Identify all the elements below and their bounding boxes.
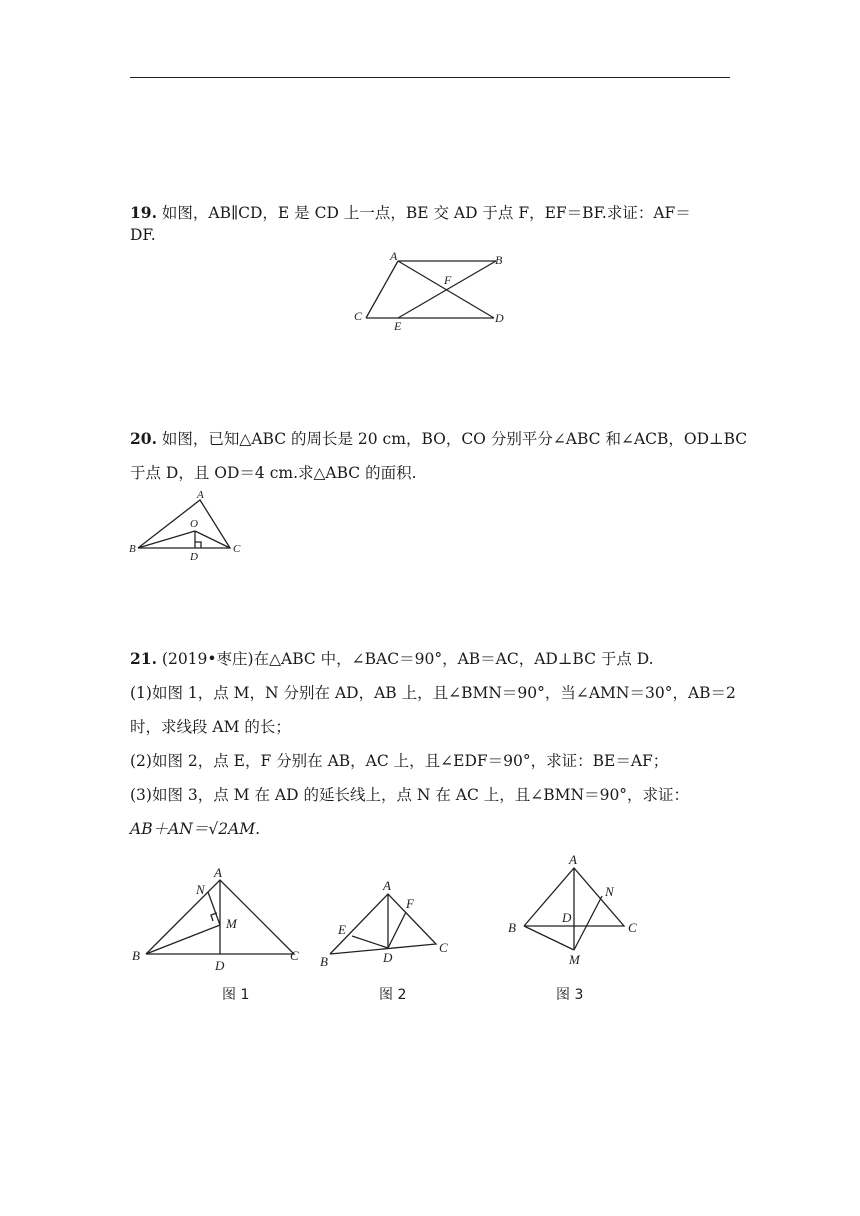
q21-line5: (3)如图 3，点 M 在 AD 的延长线上，点 N 在 AC 上，且∠BMN＝90°，求证： xyxy=(130,786,690,804)
segment-mn xyxy=(574,896,602,950)
segment-bm xyxy=(524,926,574,950)
segment-df xyxy=(388,912,406,948)
q21-line6: AB＋AN＝√2AM. xyxy=(130,820,261,838)
q21-line3: 时，求线段 AM 的长； xyxy=(130,718,291,736)
label-a: A xyxy=(569,852,577,867)
q21-line2: (1)如图 1，点 M，N 分别在 AD，AB 上，且∠BMN＝90°，当∠AMN＝30°，AB＝2 xyxy=(130,684,736,702)
segment-ac xyxy=(366,261,398,318)
q21-line4: (2)如图 2，点 E，F 分别在 AB，AC 上，且∠EDF＝90°，求证：BE＝AF； xyxy=(130,752,669,770)
segment-mn xyxy=(208,892,220,925)
figure-1-caption: 图 1 xyxy=(222,987,250,1003)
q19-line1: 如图，AB∥CD，E 是 CD 上一点，BE 交 AD 于点 F，EF＝BF.求证：AF＝ xyxy=(161,204,691,222)
label-e: E xyxy=(394,319,402,333)
label-d: D xyxy=(190,551,198,563)
label-c: C xyxy=(290,948,299,963)
label-b: B xyxy=(508,920,516,935)
segment-bm xyxy=(146,925,220,954)
q21-text-line1 xyxy=(130,648,654,670)
q19-figure xyxy=(350,248,520,334)
segment-bo xyxy=(138,531,195,548)
label-d: D xyxy=(562,910,572,925)
label-c: C xyxy=(354,309,363,323)
q21-figure-3 xyxy=(502,850,650,974)
q21-figure-2 xyxy=(316,876,460,974)
q19-line2: DF. xyxy=(130,226,156,244)
q21-number: 21. xyxy=(130,649,157,668)
label-c: C xyxy=(439,940,448,955)
label-n: N xyxy=(196,882,205,897)
label-a: A xyxy=(214,865,222,880)
label-f: F xyxy=(406,896,414,911)
q20-figure xyxy=(126,486,250,564)
q20-line1: 如图，已知△ABC 的周长是 20 cm，BO，CO 分别平分∠ABC 和∠ACB，OD⊥BC xyxy=(161,430,748,448)
label-b: B xyxy=(320,954,328,969)
label-c: C xyxy=(233,543,241,555)
label-a: A xyxy=(383,878,391,893)
q20-line2: 于点 D，且 OD＝4 cm.求△ABC 的面积. xyxy=(130,464,417,482)
q19-number: 19. xyxy=(130,203,157,222)
label-e: E xyxy=(338,922,346,937)
label-b: B xyxy=(129,543,136,555)
label-d: D xyxy=(215,958,225,973)
label-a: A xyxy=(390,249,398,263)
figure-3-caption: 图 3 xyxy=(556,987,584,1003)
label-d: D xyxy=(383,950,393,965)
figure-2-caption: 图 2 xyxy=(379,987,407,1003)
label-n: N xyxy=(605,884,614,899)
label-a: A xyxy=(197,489,204,501)
q21-figure-1 xyxy=(128,862,308,974)
label-b: B xyxy=(132,948,140,963)
label-c: C xyxy=(628,920,637,935)
segment-de xyxy=(352,936,388,948)
header-rule xyxy=(130,77,730,78)
label-d: D xyxy=(495,311,504,325)
label-m: M xyxy=(569,952,580,967)
q19-text-line1 xyxy=(130,202,691,224)
q20-text-line1 xyxy=(130,428,747,450)
q21-line1: (2019•枣庄)在△ABC 中，∠BAC＝90°，AB＝AC，AD⊥BC 于点 D. xyxy=(161,650,654,668)
label-b: B xyxy=(495,253,503,267)
right-angle-mark xyxy=(195,542,201,548)
label-o: O xyxy=(190,518,198,530)
q20-number: 20. xyxy=(130,429,157,448)
label-m: M xyxy=(226,916,237,931)
label-f: F xyxy=(444,273,452,287)
